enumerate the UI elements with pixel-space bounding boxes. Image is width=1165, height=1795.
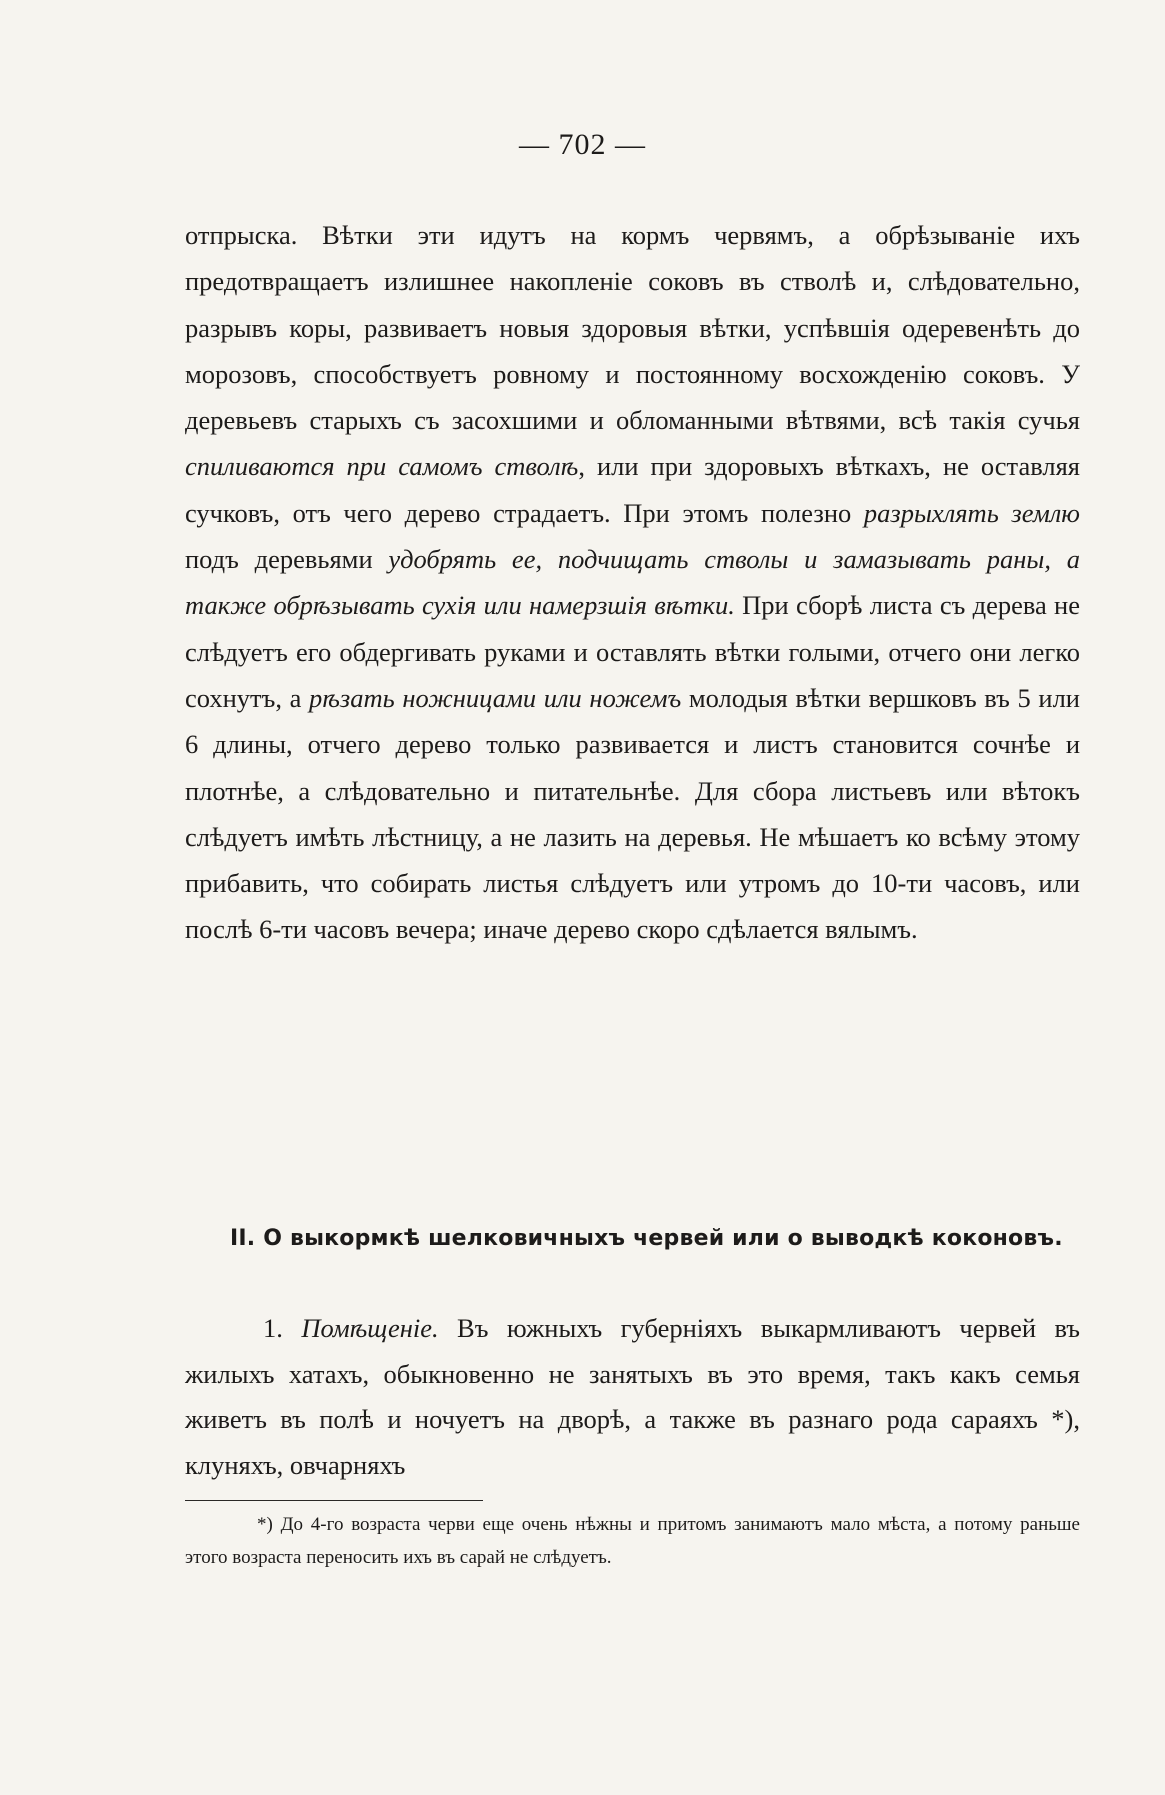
paragraph-run: отпрыска. Вѣтки эти идутъ на кормъ червямъ, а обрѣзываніе ихъ предотвращаетъ излишнее накопленіе соковъ въ стволѣ и, слѣдовательно, разрывъ коры, развиваетъ новыя здоровыя вѣтки, успѣвшія одеревенѣть до морозовъ, способствуетъ ровному и постоянному восхожденію соковъ. У деревьевъ старыхъ съ засохшими и обломанными вѣтвями, всѣ такія сучья bbox=[185, 220, 1080, 436]
paragraph-run: Въ южныхъ губерніяхъ выкармливаютъ червей въ жилыхъ хатахъ, обыкновенно не занятыхъ въ это время, такъ какъ семья живетъ въ полѣ и ночуетъ на дворѣ, а также въ разнаго рода сараяхъ *), клуняхъ, овчарняхъ bbox=[185, 1313, 1080, 1480]
italic-phrase: удобрять ее, подчищать стволы и замазывать раны, а также обрѣзывать сухія или намерзшія вѣтки. bbox=[185, 544, 1080, 621]
section-heading: II. О выкормкѣ шелковичныхъ червей или о выводкѣ коконовъ. bbox=[230, 1226, 1063, 1251]
paragraph-text bbox=[185, 212, 1080, 953]
paragraph-text bbox=[185, 1306, 1080, 1488]
item-title: Помѣщеніе. bbox=[301, 1313, 439, 1343]
paragraph-run: молодыя вѣтки вершковъ въ 5 или 6 длины, отчего дерево только развивается и листъ становится сочнѣе и плотнѣе, а слѣдовательно и питательнѣе. Для сбора листьевъ или вѣтокъ слѣдуетъ имѣть лѣстницу, а не лазить на деревья. Не мѣшаетъ ко всѣму этому прибавить, что собирать листья слѣдуетъ или утромъ до 10-ти часовъ, или послѣ 6-ти часовъ вечера; иначе дерево скоро сдѣлается вялымъ. bbox=[185, 682, 1080, 945]
footnote-divider bbox=[185, 1500, 483, 1501]
footnote bbox=[185, 1508, 1080, 1574]
paragraph-run: , или при здоровыхъ вѣткахъ, не оставляя сучковъ, отъ чего дерево страдаетъ. При этомъ полезно bbox=[185, 451, 1080, 528]
paragraph-run: При сборѣ листа съ дерева не слѣдуетъ его обдергивать руками и оставлять вѣтки голыми, отчего они легко сохнутъ, а bbox=[185, 590, 1080, 713]
italic-phrase: рѣзать ножницами или ножемъ bbox=[308, 682, 682, 713]
page-number: — 702 — bbox=[519, 128, 646, 161]
italic-phrase: разрыхлять землю bbox=[863, 497, 1080, 528]
footnote-text: *) До 4-го возраста черви еще очень нѣжны и притомъ занимаютъ мало мѣста, а потому раньше этого возраста переносить ихъ въ сарай не слѣдуетъ. bbox=[185, 1514, 1080, 1568]
paragraph-run: подъ деревьями bbox=[185, 544, 389, 575]
continued-paragraph bbox=[185, 212, 1080, 953]
italic-phrase: спиливаются при самомъ стволѣ bbox=[185, 451, 579, 482]
item-number: 1. bbox=[263, 1313, 283, 1343]
section-paragraph bbox=[185, 1306, 1080, 1488]
